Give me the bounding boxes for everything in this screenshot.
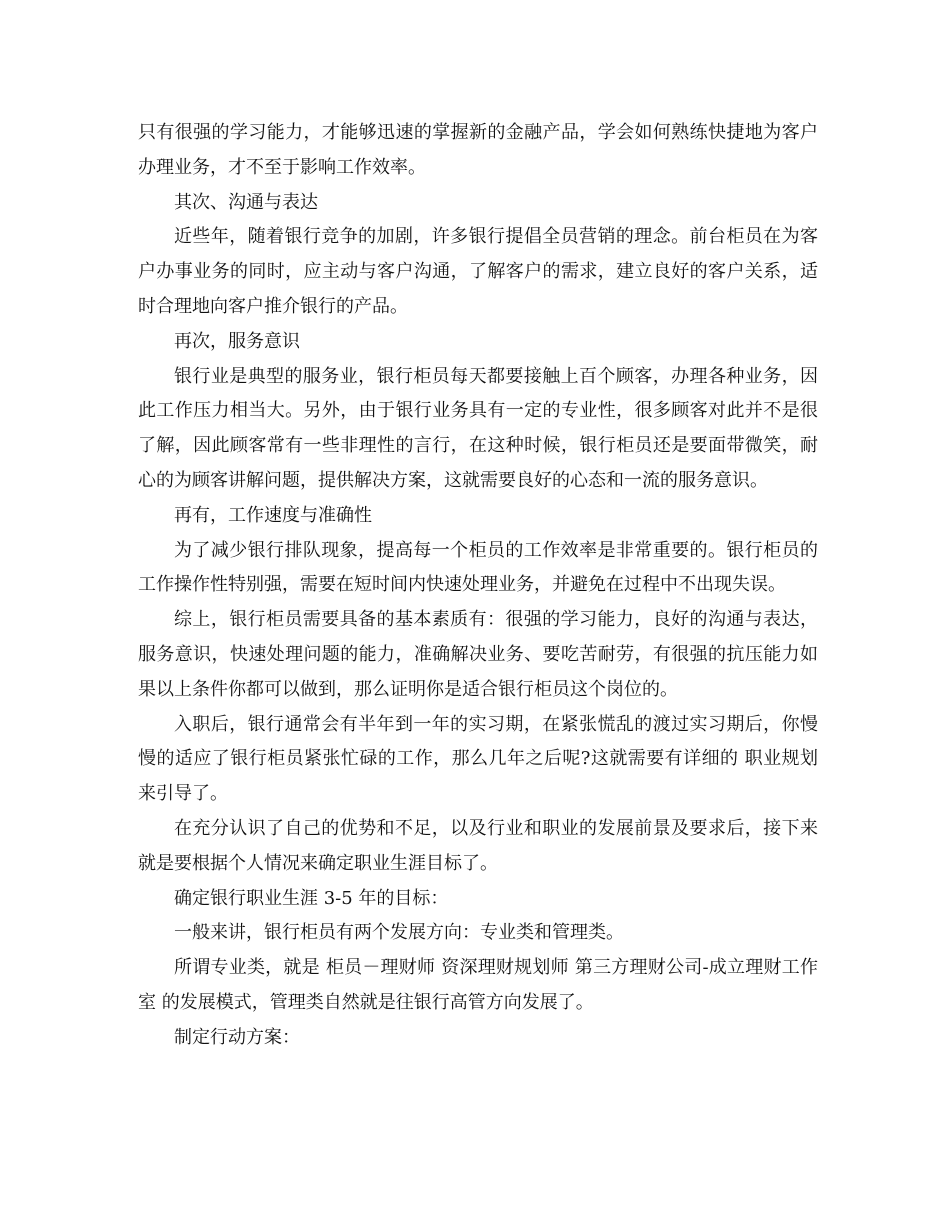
paragraph-professional-track: 所谓专业类，就是 柜员－理财师 资深理财规划师 第三方理财公司-成立理财工作室 的发展模式，管理类自然就是往银行高管方向发展了。 [138, 957, 818, 1013]
heading-action-plan: 制定行动方案： [174, 1026, 300, 1048]
heading-speed-accuracy: 再有，工作速度与准确性 [174, 504, 372, 526]
paragraph-self-assessment: 在充分认识了自己的优势和不足，以及行业和职业的发展前景及要求后，接下来就是要根据个人情况来确定职业生涯目标了。 [138, 817, 818, 874]
paragraph-speed-accuracy: 为了减少银行排队现象，提高每一个柜员的工作效率是非常重要的。银行柜员的工作操作性特别强，需要在短时间内快速处理业务，并避免在过程中不出现失误。 [138, 539, 818, 596]
paragraph-communication: 近些年，随着银行竞争的加剧，许多银行提倡全员营销的理念。前台柜员在为客户办事业务的同时，应主动与客户沟通，了解客户的需求，建立良好的客户关系，适时合理地向客户推介银行的产品。 [138, 226, 818, 317]
heading-service-awareness: 再次，服务意识 [174, 330, 300, 352]
paragraph-two-directions: 一般来讲，银行柜员有两个发展方向：专业类和管理类。 [174, 922, 624, 944]
heading-communication: 其次、沟通与表达 [174, 191, 318, 213]
paragraph-after-joining: 入职后，银行通常会有半年到一年的实习期，在紧张慌乱的渡过实习期后，你慢慢的适应了银行柜员紧张忙碌的工作，那么几年之后呢?这就需要有详细的 职业规划 来引导了。 [138, 713, 818, 805]
paragraph-learning-ability-end: 只有很强的学习能力，才能够迅速的掌握新的金融产品，学会如何熟练快捷地为客户办理业务，才不至于影响工作效率。 [138, 122, 818, 178]
paragraph-summary: 综上，银行柜员需要具备的基本素质有：很强的学习能力，良好的沟通与表达，服务意识，快速处理问题的能力，准确解决业务、要吃苦耐劳，有很强的抗压能力如果以上条件你都可以做到，那么证明你是适合银行柜员这个岗位的。 [138, 609, 818, 700]
heading-career-goals: 确定银行职业生涯 3-5 年的目标： [174, 887, 449, 909]
document-body [138, 116, 818, 1056]
paragraph-service-awareness: 银行业是典型的服务业，银行柜员每天都要接触上百个顾客，办理各种业务，因此工作压力相当大。另外，由于银行业务具有一定的专业性，很多顾客对此并不是很了解，因此顾客常有一些非理性的言行，在这种时候，银行柜员还是要面带微笑，耐心的为顾客讲解问题，提供解决方案，这就需要良好的心态和一流的服务意识。 [138, 365, 818, 491]
